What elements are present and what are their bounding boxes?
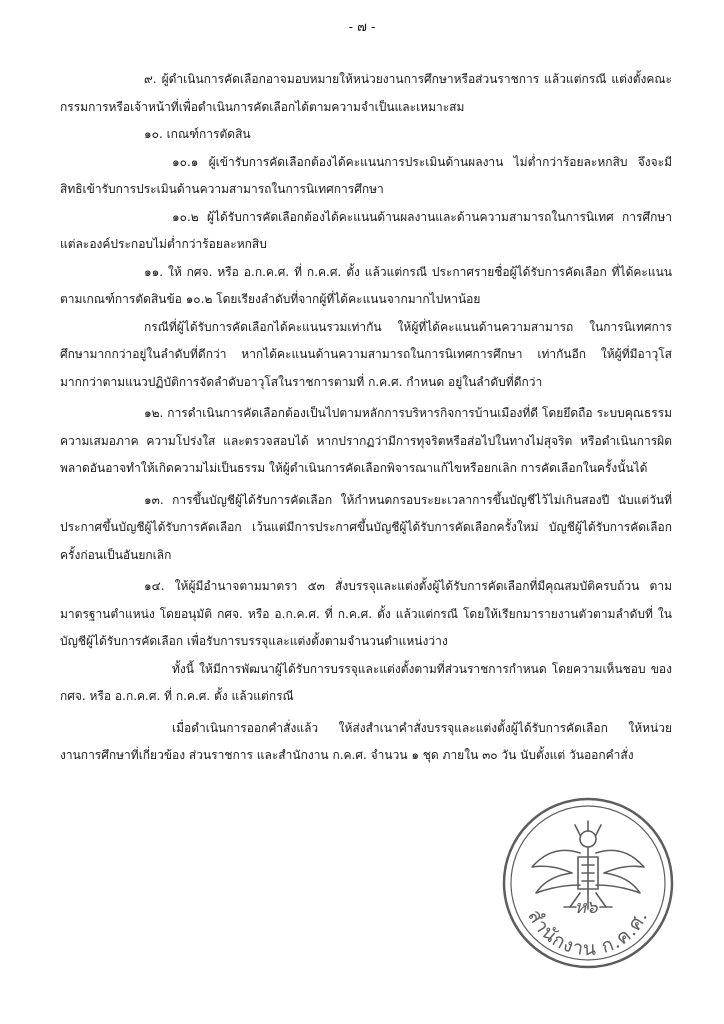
paragraph-10: ๑๐. เกณฑ์การตัดสิน [144,127,251,141]
paragraph-15: เมื่อดำเนินการออกคำสั่งแล้ว ให้ส่งสำเนาคำสั่งบรรจุและแต่งตั้งผู้ได้รับการคัดเลือก ให้หน่วยงานการศึกษาที่เกี่ยวข้อง ส่วนราชการ และสำนักงาน ก.ค.ศ. จำนวน ๑ ชุด ภายใน ๓๐ วัน นับตั้งแต่ วันออกคำสั่ง [60,720,672,762]
page-number: - ๗ - [348,20,376,35]
document-body [60,66,672,770]
paragraph-12: ๑๒. การดำเนินการคัดเลือกต้องเป็นไปตามหลักการบริหารกิจการบ้านเมืองที่ดี โดยยึดถือ ระบบคุณธรรม ความเสมอภาค ความโปร่งใส และตรวจสอบได้ หากปรากฏว่ามีการทุจริตหรือส่อไปในทางไม่สุจริต หรือดำเนินการผิดพลาดอันอาจทำให้เกิดความไม่เป็นธรรม ให้ผู้ดำเนินการคัดเลือกพิจารณาแก้ไขหรือยกเลิก การคัดเลือกในครั้งนั้นได้ [60,406,672,475]
paragraph-14: ๑๔. ให้ผู้มีอำนาจตามมาตรา ๕๓ สั่งบรรจุและแต่งตั้งผู้ได้รับการคัดเลือกที่มีคุณสมบัติครบถ้วน ตามมาตรฐานตำแหน่ง โดยอนุมัติ กศจ. หรือ อ.ก.ค.ศ. ที่ ก.ค.ศ. ตั้ง แล้วแต่กรณี โดยให้เรียกมารายงานตัวตามลำดับที่ ในบัญชีผู้ได้รับการคัดเลือก เพื่อรับการบรรจุและแต่งตั้งตามจำนวนตำแหน่งว่าง [60,579,672,648]
paragraph-11: ๑๑. ให้ กศจ. หรือ อ.ก.ค.ศ. ที่ ก.ค.ศ. ตั้ง แล้วแต่กรณี ประกาศรายชื่อผู้ได้รับการคัดเลือก ที่ได้คะแนนตามเกณฑ์การตัดสินข้อ ๑๐.๒ โดยเรียงลำดับที่จากผู้ที่ได้คะแนนจากมากไปหาน้อย [60,264,672,306]
seal-signature: ห๖ [574,897,598,918]
seal-text: สำนักงาน ก.ค.ศ. [523,905,653,961]
paragraph-10-2: ๑๐.๒ ผู้ได้รับการคัดเลือกต้องได้คะแนนด้านผลงานและด้านความสามารถในการนิเทศ การศึกษา แต่ละองค์ประกอบไม่ต่ำกว่าร้อยละหกสิบ [60,209,672,251]
office-seal [500,795,676,971]
paragraph-9: ๙. ผู้ดำเนินการคัดเลือกอาจมอบหมายให้หน่วยงานการศึกษาหรือส่วนราชการ แล้วแต่กรณี แต่งตั้งคณะกรรมการหรือเจ้าหน้าที่เพื่อดำเนินการคัดเลือกได้ตามความจำเป็นและเหมาะสม [60,72,672,114]
paragraph-13: ๑๓. การขึ้นบัญชีผู้ได้รับการคัดเลือก ให้กำหนดกรอบระยะเวลาการขึ้นบัญชีไว้ไม่เกินสองปี นับแต่วันที่ประกาศขึ้นบัญชีผู้ได้รับการคัดเลือก เว้นแต่มีการประกาศขึ้นบัญชีผู้ได้รับการคัดเลือกครั้งใหม่ บัญชีผู้ได้รับการคัดเลือกครั้งก่อนเป็นอันยกเลิก [60,492,672,562]
paragraph-10-1: ๑๐.๑ ผู้เข้ารับการคัดเลือกต้องได้คะแนนการประเมินด้านผลงาน ไม่ต่ำกว่าร้อยละหกสิบ จึงจะมีสิทธิเข้ารับการประเมินด้านความสามารถในการนิเทศการศึกษา [60,154,672,196]
garuda-emblem-icon [532,821,644,909]
paragraph-14-note: ทั้งนี้ ให้มีการพัฒนาผู้ได้รับการบรรจุและแต่งตั้งตามที่ส่วนราชการกำหนด โดยความเห็นชอบ ของ กศจ. หรือ อ.ก.ค.ศ. ที่ ก.ค.ศ. ตั้ง แล้วแต่กรณี [60,661,672,703]
paragraph-11-tie: กรณีที่ผู้ได้รับการคัดเลือกได้คะแนนรวมเท่ากัน ให้ผู้ที่ได้คะแนนด้านความสามารถ ในการนิเทศการศึกษามากกว่าอยู่ในลำดับที่ดีกว่า หากได้คะแนนด้านความสามารถในการนิเทศการศึกษา เท่ากันอีก ให้ผู้ที่มีอาวุโสมากกว่าตามแนวปฏิบัติการจัดลำดับอาวุโสในราชการตามที่ ก.ค.ศ. กำหนด อยู่ในลำดับที่ดีกว่า [60,319,672,389]
